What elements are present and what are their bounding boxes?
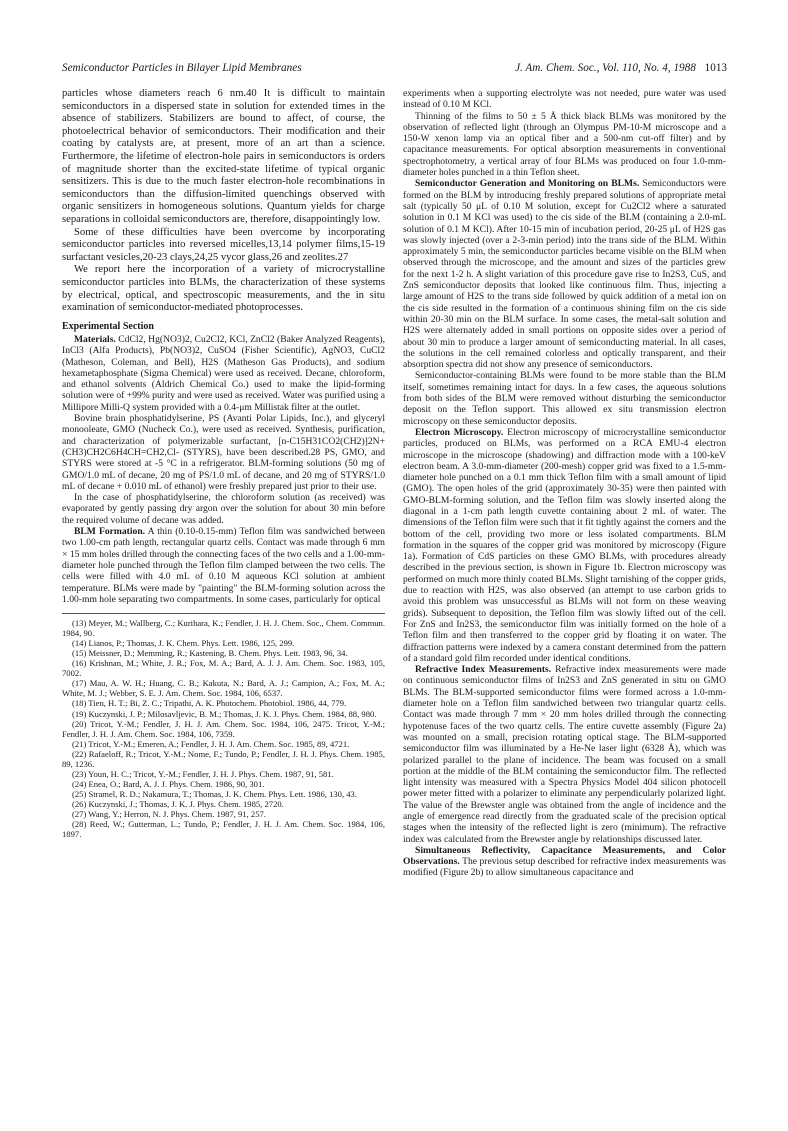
run-in-heading: BLM Formation. <box>74 526 146 538</box>
reference: (15) Meissner, D.; Memming, R.; Kastening, B. Chem. Phys. Lett. 1983, 96, 34. <box>72 648 348 659</box>
journal-citation <box>515 62 727 74</box>
reference: (23) Youn, H. C.; Tricot, Y.-M.; Fendler, J. H. J. Phys. Chem. 1987, 91, 581. <box>72 768 334 779</box>
run-in-heading: Refractive Index Measurements. <box>415 664 552 676</box>
reference: (19) Kuczynski, J. P.; Milosavljevic, B. M.; Thomas, J. K. J. Phys. Chem. 1984, 88, 980. <box>72 708 377 719</box>
reference: (16) Krishnan, M.; White, J. R.; Fox, M. A.; Bard, A. J. J. Am. Chem. Soc. 1983, 105, 7002. <box>62 658 385 679</box>
paragraph-text: Electron microscopy of microcrystalline semiconductor particles, produced on BLMs, was performed on a RCA EMU-4 electron microscope in the microscope (shadowing) and diffraction mode with a 100-keV electron beam. A 3.0-mm-diameter (200-mesh) copper grid was fixed to a 1.5-mm-diameter hole punched on a 0.1 mm thick Teflon film with a small amount of lipid (GMO). The open holes of the grid (approximately 30-35) were then painted with GMO-BLM-forming solution, and the Teflon film was slowly inserted along the diagonal in a 1-cm path length cuvette containing about 2 mL of water. The dimensions of the Teflon film were such that it fit tightly against the corners and the bottom of the cell, providing two more or less isolated compartments. BLM formation in the squares of the copper grid was monitored by microscopy (Figure 1a). Formation of CdS particles on these GMO BLMs, with procedures already described in the previous section, is shown in Figure 1b. Electron microscopy was performed on much more thinly coated BLMs. Slight tarnishing of the copper grids, due to reaction with H2S, was also observed (an attempt to use carbon grids to avoid this problem was unsuccessful as BLMs will not form on these weaving grids). Subsequent to deposition, the Teflon film was slowly lifted out of the cell. For ZnS and In2S3, the semiconductor film was initially formed on the hole of a Teflon film and then transferred to the copper grid by floating it on water. The diffraction patterns were indexed by a camera constant determined from the pattern of a standard gold film recorded under identical conditions. <box>403 426 726 664</box>
right-column <box>403 88 726 879</box>
paragraph: Semiconductor-containing BLMs were found to be more stable than the BLM itself, sometimes remaining intact for days. In a few cases, the aqueous solutions from both sides of the BLM were removed without disturbing the semiconductor deposit on the Teflon support. This allowed ex situ transmission electron microscopy on these semiconductor deposits. <box>403 370 726 427</box>
reference: (18) Tien, H. T.; Bi, Z. C.; Tripathi, A. K. Photochem. Photobiol. 1986, 44, 779. <box>72 698 347 709</box>
section-title: Experimental Section <box>62 320 154 332</box>
reference: (17) Mau, A. W. H.; Huang, C. B.; Kakuta, N.; Bard, A. J.; Campion, A.; Fox, M. A.; White, M. J.; Webber, S. E. J. Am. Chem. Soc. 1984, 106, 6537. <box>62 678 385 699</box>
paragraph-text: The previous setup described for refractive index measurements was modified (Figure 2b) to allow simultaneous capacitance and <box>403 856 726 879</box>
run-in-heading: Semiconductor Generation and Monitoring on BLMs. <box>415 178 640 190</box>
reference: (27) Wang, Y.; Herron, N. J. Phys. Chem. 1987, 91, 257. <box>72 809 266 819</box>
paragraph: Thinning of the films to 50 ± 5 Å thick black BLMs was monitored by the observation of reflected light (through an Olympus PM-10-M microscope and a 150-W xenon lamp via an optical fiber and a 500-nm cut-off filter) and by capacitance measurements. For optical absorption measurements in conventional spectrophotometry, a vertical array of four BLMs was produced on four 1.0-mm-diameter holes punched in a thin Teflon sheet. <box>403 110 726 179</box>
page-number: 1013 <box>704 62 727 74</box>
introduction <box>62 88 385 315</box>
reference: (13) Meyer, M.; Wallberg, C.; Kurihara, K.; Fendler, J. H. J. Chem. Soc., Chem. Commun. 1984, 90. <box>62 618 385 639</box>
journal-name: J. Am. Chem. Soc., Vol. 110, No. 4, 1988 <box>515 62 696 74</box>
reference: (20) Tricot, Y.-M.; Fendler, J. H. J. Am. Chem. Soc. 1984, 106, 2475. Tricot, Y.-M.; Fendler, J. H. J. Am. Chem. Soc. 1984, 106, 7359. <box>62 718 385 739</box>
reference: (28) Reed, W.; Gutterman, L.; Tundo, P.; Fendler, J. H. J. Am. Chem. Soc. 1984, 106, 1897. <box>62 819 385 840</box>
blm-formation-paragraph <box>62 526 385 605</box>
refractive-index-paragraph <box>403 664 726 845</box>
run-in-heading: Simultaneous Reflectivity, Capacitance Measurements, and Color Observations. <box>403 844 726 868</box>
paragraph: In the case of phosphatidylserine, the chloroform solution (as received) was evaporated by gently passing dry argon over the solution for about 30 min before the required volume of decane was added. <box>62 492 385 526</box>
paragraph-text: Semiconductors were formed on the BLM by introducing freshly prepared solutions of appropriate metal salt (typically 50 μL of 0.10 M solution, except for Cu2Cl2 where a saturated solution in 0.1 M KCl was used) to the cis side of the BLM (containing a 2.0-mL solution of 0.1 M KCl). After 10-15 min of incubation period, 20-25 μL of H2S gas was slowly injected (over a 2-3-min period) into the trans side of the BLM. Within approximately 5 min, the semiconductor particles became visible on the BLM when observed through the microscope, and the amount and sizes of the particles grew for the next 1-2 h. A slight variation of this procedure gave rise to In2S3, CuS, and ZnS semiconductor deposits that looked like continuous film. Thus, injecting a large amount of H2S to the trans side followed by quick addition of a metal ion on the cis side resulted in the formation of a continuous shining film on the cis side within 20-30 min on the BLM surface. In some cases, the metal-salt solution and H2S were alternately added in small portions on opposite sides over a period of about 30 min to produce a larger amount of semiconducting material. In all cases, the solutions in the cell remained colorless and optically transparent, and their absorption spectra did not show any presence of semiconductors. <box>403 178 726 371</box>
paragraph-text: A thin (0.10-0.15-mm) Teflon film was sandwiched between two 1.00-cm path length, rectangular quartz cells. Contact was made through 6 mm × 15 mm holes drilled through the connecting faces of the two cells and a 1.00-mm-diameter hole punched through the Teflon film clamped between the two cells. The cells were filled with 4.0 mL of 0.10 M aqueous KCl solution at ambient temperature. BLMs were made by "painting" the BLM-forming solution across the 1.00-mm hole separating two compartments. In some cases, particularly for optical <box>62 526 385 605</box>
materials-paragraph <box>62 334 385 413</box>
paragraph: Bovine brain phosphatidylserine, PS (Avanti Polar Lipids, Inc.), and glyceryl monooleate, GMO (Nucheck Co.), were used as received. Synthesis, purification, and characterization of polymerizable surfactant, [n-C15H31CO2(CH2)]2N+(CH3)CH2C6H4CH=CH2,Cl- (STYRS), have been described.28 PS, GMO, and STYRS were stored at -5 °C in a refrigerator. BLM-forming solutions (50 mg of GMO/1.0 mL of decane, 20 mg of PS/1.0 mL of decane, and 20 mg of STYRS/1.0 mL of decane + 0.010 mL of ethanol) were freshly prepared just prior to their use. <box>62 413 385 492</box>
running-title: Semiconductor Particles in Bilayer Lipid Membranes <box>62 62 302 74</box>
references <box>62 613 385 839</box>
paragraph-text: Refractive index measurements were made on continuous semiconductor films of In2S3 and ZnS generated in situ on GMO BLMs. The BLM-supported semiconductor films were formed across a 1.0-mm-diameter hole on a Teflon film sandwiched between two triangular quartz cells. Contact was made through 7 mm × 20 mm holes drilled through the connecting hypotenuse faces of the two quartz cells. The entire cuvette assembly (Figure 2a) was mounted on a small, precision rotating optical stage. The BLM-supported semiconductor film was illuminated by a He-Ne laser light (6328 Å), which was polarized parallel to the plane of incidence. The beam was focused on a small portion at the middle of the BLM containing the semiconductor film. The reflected light intensity was measured with a Spectra Physics Model 404 silicon photocell power meter fitted with a polarizer to eliminate any perpendicularly polarized light. The value of the Brewster angle was obtained from the angle of incidence and the angle of emergence read directly from the graduated scale of the precision optical stages when the intensity of the reflected light is zero (minimum). The refractive index was calculated from the Brewster angle by relationships discussed later. <box>403 664 726 845</box>
paragraph: experiments when a supporting electrolyte was not needed, pure water was used instead of 0.10 M KCl. <box>403 88 726 111</box>
intro-paragraph: particles whose diameters reach 6 nm.40 It is difficult to maintain semiconductors in a dispersed state in solution for extended times in the absence of stabilizers. Stabilizers are bound to affect, of course, the photoelectrical behavior of semiconductors. Their modification and their coating by catalysts are, at present, more of an art than a science. Furthermore, the lifetime of electron-hole pairs in semiconductors is orders of magnitude shorter than the excited-state lifetime of typical organic sensitizers. This is due to the much faster electron-hole recombinations in semiconductors than the diffusion-limited quenchings observed with organic sensitizers in homogeneous solutions. Quantum yields for charge separations in colloidal semiconductors are, therefore, disappointingly low. <box>62 88 385 225</box>
reference: (24) Enea, O.; Bard, A. J. J. Phys. Chem. 1986, 90, 301. <box>72 778 265 789</box>
intro-paragraph: Some of these difficulties have been overcome by incorporating semiconductor particles into reversed micelles,13,14 polymer films,15-19 surfactant vesicles,20-23 clays,24,25 vycor glass,26 and zeolites.27 <box>62 226 385 263</box>
running-header <box>62 62 727 80</box>
paragraph-text: CdCl2, Hg(NO3)2, Cu2Cl2, KCl, ZnCl2 (Baker Analyzed Reagents), InCl3 (Alfa Products), Pb(NO3)2, CuSO4 (Fisher Scientific), AgNO3, CuCl2 (Matheson, Coleman, and Bell), H2S (Matheson Gas Products), and sodium hexametaphosphate (Sigma Chemical) were used as received. Decane, chloroform, and ethanol solvents (Aldrich Chemical Co.) used to make the lipid-forming solution were of +99% purity and were used as received. Water was purified using a Millipore Milli-Q system provided with a 0.4-μm Millistak filter at the outlet. <box>62 333 385 413</box>
left-column <box>62 88 385 839</box>
reference: (26) Kuczynski, J.; Thomas, J. K. J. Phys. Chem. 1985, 2720. <box>72 798 284 809</box>
run-in-heading: Electron Microscopy. <box>415 426 504 438</box>
reference: (25) Stramel, R. D.; Nakamura, T.; Thomas, J. K. Chem. Phys. Lett. 1986, 130, 43. <box>72 788 357 799</box>
semiconductor-generation-paragraph <box>403 178 726 370</box>
simultaneous-reflectivity-paragraph <box>403 845 726 879</box>
reference: (14) Lianos, P.; Thomas, J. K. Chem. Phys. Lett. 1986, 125, 299. <box>72 638 295 649</box>
reference: (21) Tricot, Y.-M.; Emeren, A.; Fendler, J. H. J. Am. Chem. Soc. 1985, 89, 4721. <box>72 738 350 749</box>
reference: (22) Rafaeloff, R.; Tricot, Y.-M.; Nome, F.; Tundo, P.; Fendler, J. H. J. Phys. Chem. 1985, 89, 1236. <box>62 748 385 769</box>
run-in-heading: Materials. <box>74 333 116 345</box>
intro-paragraph: We report here the incorporation of a variety of microcrystalline semiconductor particles into BLMs, the characterization of these systems by electrical, optical, and spectroscopic measurements, and the in situ examination of semiconductor-mediated photoprocesses. <box>62 264 385 314</box>
electron-microscopy-paragraph <box>403 427 726 664</box>
